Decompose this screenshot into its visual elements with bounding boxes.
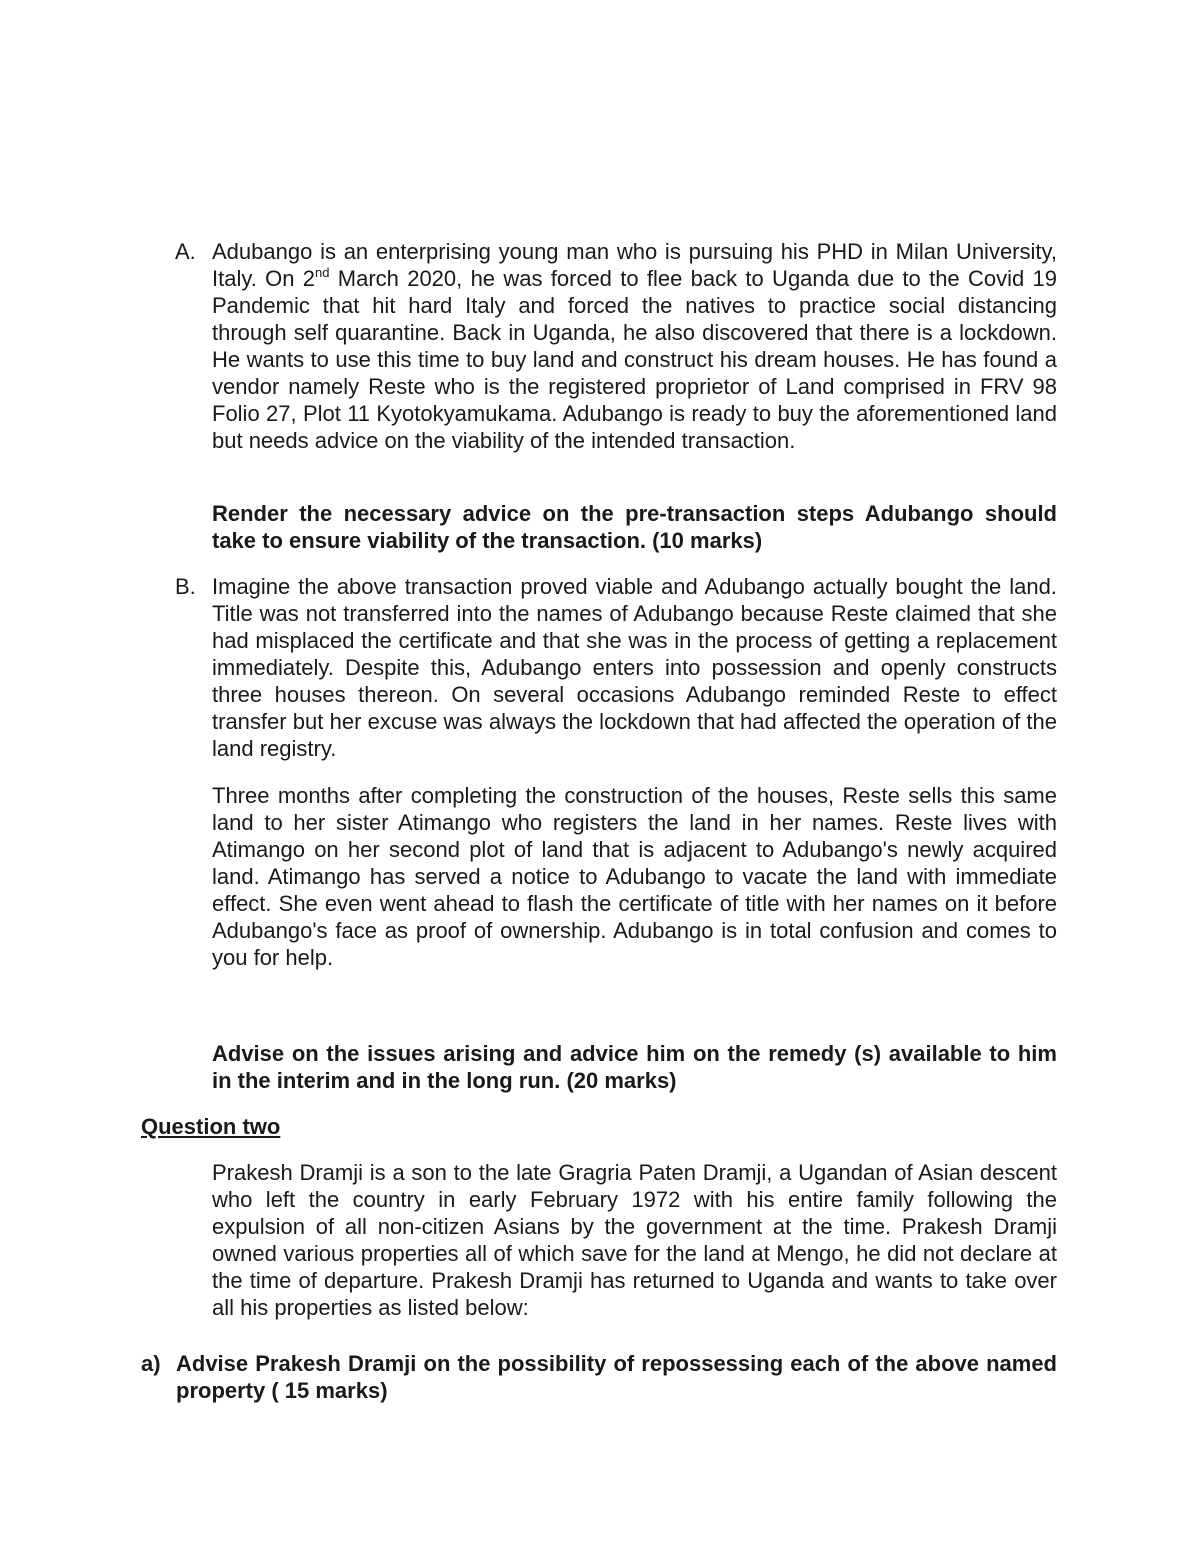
- section-b-marker: B.: [175, 574, 196, 599]
- section-a-question: Render the necessary advice on the pre-transaction steps Adubango should take to ensure viability of the transaction. (10 marks): [212, 501, 1057, 553]
- section-b-paragraph-1: Imagine the above transaction proved viable and Adubango actually bought the land. Title was not transferred into the names of Adubango because Reste claimed that she had misplaced the certificate and that she was in the process of getting a replacement immediately. Despite this, Adubango enters into possession and openly constructs three houses thereon. On several occasions Adubango reminded Reste to effect transfer but her excuse was always the lockdown that had affected the operation of the land registry.: [212, 574, 1057, 761]
- question-two-paragraph: Prakesh Dramji is a son to the late Gragria Paten Dramji, a Ugandan of Asian descent who left the country in early February 1972 with his entire family following the expulsion of all non-citizen Asians by the government at the time. Prakesh Dramji owned various properties all of which save for the land at Mengo, he did not declare at the time of departure. Prakesh Dramji has returned to Uganda and wants to take over all his properties as listed below:: [212, 1160, 1057, 1320]
- section-a-text-end: March 2020, he was forced to flee back to Uganda due to the Covid 19 Pandemic that hit hard Italy and forced the natives to practice social distancing through self quarantine. Back in Uganda, he also discovered that there is a lockdown. He wants to use this time to buy land and construct his dream houses. He has found a vendor namely Reste who is the registered proprietor of Land comprised in FRV 98 Folio 27, Plot 11 Kyotokyamukama. Adubango is ready to buy the aforementioned land but needs advice on the viability of the intended transaction.: [212, 266, 1057, 453]
- question-two-heading: Question two: [141, 1114, 281, 1139]
- section-a-marker: A.: [175, 239, 196, 264]
- sub-question-a-text: Advise Prakesh Dramji on the possibility of repossessing each of the above named property ( 15 marks): [176, 1351, 1057, 1403]
- section-a-paragraph: [212, 238, 1057, 454]
- section-b-paragraph-2: Three months after completing the construction of the houses, Reste sells this same land to her sister Atimango who registers the land in her names. Reste lives with Atimango on her second plot of land that is adjacent to Adubango's newly acquired land. Atimango has served a notice to Adubango to vacate the land with immediate effect. She even went ahead to flash the certificate of title with her names on it before Adubango's face as proof of ownership. Adubango is in total confusion and comes to you for help.: [212, 783, 1057, 970]
- sub-question-a-marker: a): [141, 1351, 161, 1376]
- section-a-text-start: Adubango is an enterprising young man who is pursuing his PHD in Milan University, Italy. On 2: [212, 239, 1057, 291]
- section-b-question: Advise on the issues arising and advice him on the remedy (s) available to him in the interim and in the long run. (20 marks): [212, 1041, 1057, 1093]
- ordinal-superscript: nd: [315, 265, 330, 280]
